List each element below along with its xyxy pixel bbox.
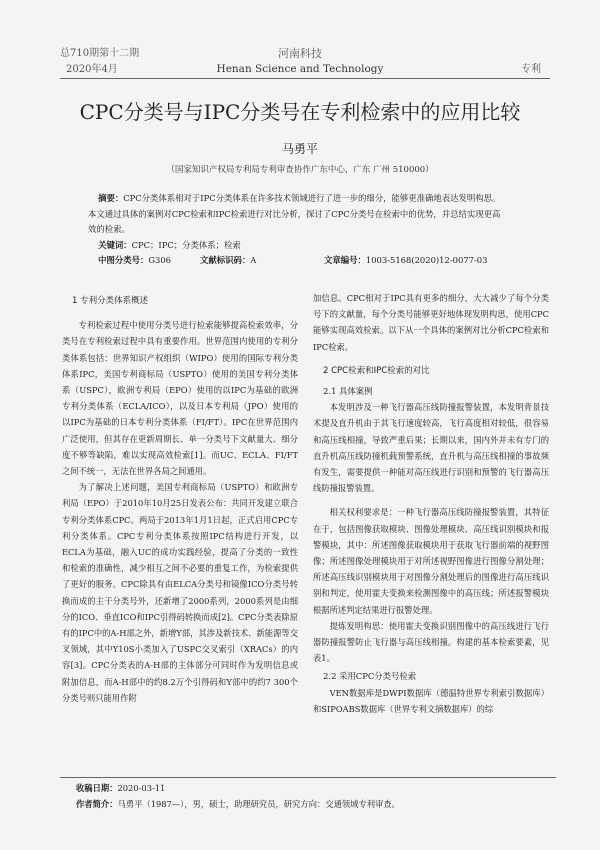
doc-code-value: A: [250, 255, 257, 265]
clc-value: G306: [148, 255, 172, 265]
journal-name-cn: 河南科技: [278, 47, 322, 60]
received-label: 收稿日期：: [76, 783, 118, 793]
paragraph: 加信息。CPC相对于IPC具有更多的细分，大大减少了每个分类号下的文献量，每个分类号能够更好地体现发明构思，使用CPC能够实现高效检索。以下从一个具体的案例对比分析CPC检索和IPC检索。: [313, 293, 549, 352]
footnote-block: [76, 780, 546, 812]
article-no-entry: [324, 253, 487, 269]
author-affiliation: （国家知识产权局专利局专利审查协作广东中心，广东 广州 510000）: [166, 165, 434, 175]
section-1-heading: 1 专利分类体系概述: [72, 296, 149, 306]
author-info-text: 马勇平（1987—），男，硕士，助理研究员，研究方向：交通领域专利审查。: [117, 799, 400, 809]
doc-code-label: 文献标识码：: [200, 255, 251, 265]
paragraph: 本发明涉及一种飞行器高压线防撞报警装置，本发明背景技术提及直升机由于其飞行速度较高，飞行高度相对较低，很容易和高压线相撞，导致严重后果；长期以来，国内外并未有专门的直升机高压线防撞机载预警系统，直升机与高压线相撞的事故频有发生，需要提供一种能对高压线进行识别和预警的飞行器高压线防撞报警装置。: [313, 402, 549, 494]
received-line: [76, 780, 546, 796]
author-info-label: 作者简介：: [76, 799, 118, 809]
author-name: 马勇平: [281, 142, 318, 156]
keywords-line: [88, 238, 508, 254]
clc-entry: [98, 253, 171, 269]
paragraph: 提炼发明构思：使用霍夫变换识别图像中的高压线进行飞行器防撞报警防止飞行器与高压线相撞。构建的基本检索要素，见表1。: [313, 620, 549, 664]
article-no-value: 1003-5168(2020)12-0077-03: [365, 255, 488, 265]
received-date: 2020-03-11: [117, 783, 166, 793]
author-info-line: [76, 796, 546, 812]
paragraph: VEN数据库是DWPI数据库（德温特世界专利索引数据库）和SIPOABS数据库（世界专利文摘数据库）的综: [313, 687, 549, 714]
abstract-paragraph: [88, 191, 508, 238]
journal-date: 2020年4月: [66, 64, 118, 75]
paragraph: 为了解决上述问题，美国专利商标局（USPTO）和欧洲专利局（EPO）于2010年10月25日发表公布：共同开发建立联合专利分类体系CPC。两局于2013年1月1日起，正式启用CPC专利分类体系。CPC专利分类体系按照IPC结构进行开发，以ECLA为基础，融入UC的成功实践经验，提高了分类的一致性和检索的准确性，减少相互之间不必要的重复工作，为检索提供了更好的服务。CPC除具有由ELCA分类号和镜像ICO分类号转换而成的主干分类号外，还新增了2000系列，2000系列是由细分的ICO、垂直ICO和IPC引得码转换而成[2]。CPC分类表除原有的IPC中的A-H部之外，新增Y部，其涉及新技术、新能源等交叉领域，其中Y10S小类加入了USPC交叉索引（XRACs）的内容[3]。CPC分类表的A-H部的主体部分可同时作为发明信息或附加信息，而A-H部中的约8.2万个引得码和Y部中的约7 300个分类号则只能用作附: [62, 482, 298, 703]
abstract-text: CPC分类体系相对于IPC分类体系在许多技术领域进行了进一步的细分，能够更准确地表达发明构思。本文通过具体的案例对CPC检索和IPC检索进行对比分析，探讨了CPC分类号在检索中的优势，并总结实现更高效的检索。: [88, 193, 501, 234]
subsection-2-2-heading: 2.2 采用CPC分类号检索: [323, 671, 417, 682]
right-column: [313, 290, 549, 717]
header-rule: [60, 78, 550, 79]
journal-name-en: Henan Science and Technology: [216, 63, 384, 75]
section-label: 专利: [521, 64, 541, 75]
paragraph: 专利检索过程中使用分类号进行检索能够提高检索效率，分类号在专利检索过程中具有重要作用。世界范围内使用的专利分类体系包括：世界知识产权组织（WIPO）使用的国际专利分类体系IPC，美国专利商标局（USPTO）使用的美国专利分类体系（USPC），欧洲专利局（EPO）使用的以IPC为基础的欧洲专利分类体系（ECLA/ICO），以及日本专利局（JPO）使用的以IPC为基础的日本专利分类体系（FI/FT）。IPC在世界范围内广泛使用，但其存在更新周期长、单一分类号下文献量大、细分度不够等缺陷，难以实现高效检索[1]。而UC、ECLA、FI/FT之间不统一，无法在世界各局之间通用。: [62, 320, 298, 477]
keywords-label: 关键词：: [98, 239, 132, 250]
journal-issue: 总710期第十二期: [60, 48, 140, 59]
subsection-2-1-heading: 2.1 具体案例: [323, 386, 373, 397]
paragraph: 相关权利要求是：一种飞行器高压线防撞报警装置，其特征在于，包括图像获取模块、图像处理模块、高压线识别模块和报警模块，其中：所述图像获取模块用于获取飞行器前端的视野图像；所述图像处理模块用于对所述视野图像进行图像分割处理；所述高压线识别模块用于对图像分割处理后的图像进行高压线识别和判定，使用霍夫变换来检测图像中的高压线；所述报警模块根据所述判定结果进行报警处理。: [313, 507, 549, 615]
article-title: CPC分类号与IPC分类号在专利检索中的应用比较: [79, 100, 521, 124]
section-2-heading: 2 CPC检索和IPC检索的对比: [323, 365, 430, 376]
abstract-block: [88, 191, 508, 269]
article-no-label: 文章编号：: [324, 255, 366, 265]
left-column: [62, 293, 298, 706]
keywords-text: CPC；IPC；分类体系；检索: [131, 239, 241, 250]
abstract-label: 摘要：: [98, 193, 124, 203]
footnote-rule: [60, 777, 556, 778]
clc-label: 中图分类号：: [98, 255, 149, 265]
doc-code-entry: [200, 253, 256, 269]
classification-line: [88, 253, 508, 269]
